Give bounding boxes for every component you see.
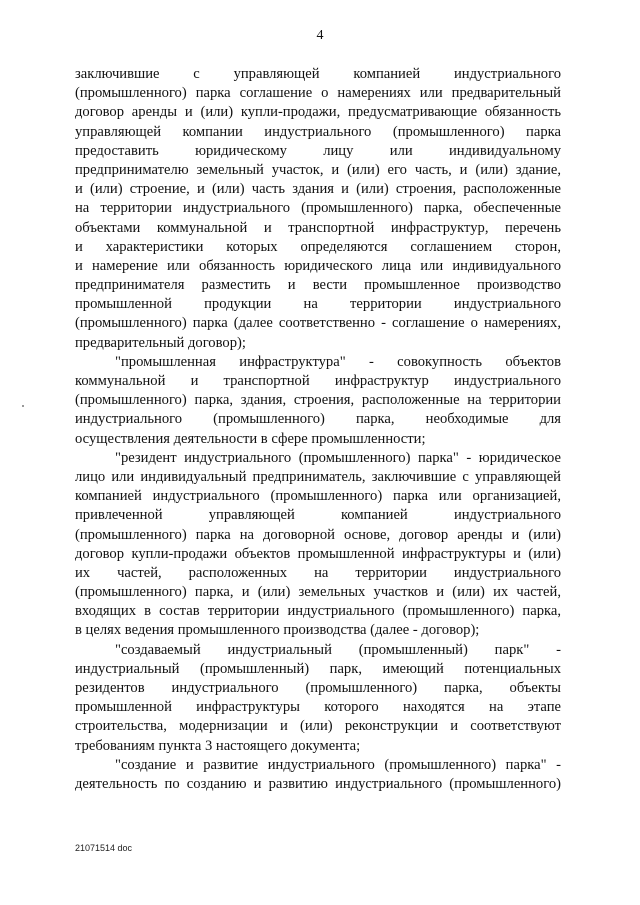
text-line: деятельность по созданию и развитию индустриального (промышленного) — [75, 775, 561, 792]
text-line: и характеристики которых определяются соглашением сторон, — [75, 238, 561, 255]
text-line: в целях ведения промышленного производства (далее - договор); — [75, 622, 480, 639]
text-line: заключившие с управляющей компанией индустриального — [75, 66, 561, 82]
text-line: осуществления деятельности в сфере промышленности; — [75, 430, 426, 447]
text-line: (промышленного) парка, здания, строения, расположенные на территории — [75, 392, 561, 409]
text-line: договор аренды и (или) купли-продажи, предусматривающие обязанность — [75, 104, 561, 121]
text-line: их частей, расположенных на территории индустриального — [75, 564, 561, 581]
text-line: предпринимателю земельный участок, и (или) его часть, и (или) здание, — [75, 161, 561, 178]
text-line: привлеченной управляющей компанией индустриального — [75, 507, 561, 524]
text-line: и (или) строение, и (или) часть здания и (или) строения, расположенные — [75, 181, 561, 198]
text-line: (промышленного) парка, и (или) земельных участков и (или) их частей, — [75, 584, 561, 601]
page-number: 4 — [316, 28, 324, 43]
margin-mark — [22, 405, 24, 407]
text-line: управляющей компании индустриального (промышленного) парка — [75, 123, 561, 140]
text-line: "создаваемый индустриальный (промышленный) парк" - — [115, 641, 561, 658]
text-line: компанией индустриального (промышленного) парка или организацией, — [75, 488, 561, 505]
text-line: на территории индустриального (промышленного) парка, обеспеченные — [75, 200, 561, 217]
text-line: коммунальной и транспортной инфраструктур индустриального — [75, 373, 561, 389]
text-line: "резидент индустриального (промышленного) парка" - юридическое — [115, 449, 561, 466]
text-line: требованиям пункта 3 настоящего документа; — [75, 737, 361, 754]
document-code: 21071514 doc — [75, 843, 133, 853]
text-line: промышленной инфраструктуры которого находятся на этапе — [75, 699, 561, 716]
text-line: предварительный договор); — [75, 334, 246, 351]
text-line: и намерение или обязанность юридического лица или индивидуального — [75, 257, 561, 274]
text-line: промышленной продукции на территории индустриального — [75, 296, 561, 313]
text-line: (промышленного) парка на договорной основе, договор аренды и (или) — [75, 526, 561, 543]
text-line: договор купли-продажи объектов промышленной инфраструктуры и (или) — [75, 545, 561, 562]
text-line: предпринимателя разместить и вести промышленное производство — [75, 277, 561, 294]
text-line: (промышленного) парка соглашение о намерениях или предварительный — [75, 85, 561, 102]
text-line: "промышленная инфраструктура" - совокупность объектов — [115, 353, 561, 370]
text-line: предоставить юридическому лицу или индивидуальному — [75, 142, 561, 159]
text-line: индустриального (промышленного) парка, необходимые для — [75, 411, 561, 428]
text-line: строительства, модернизации и (или) реконструкции и соответствуют — [75, 718, 561, 735]
text-line: лицо или индивидуальный предприниматель, заключившие с управляющей — [75, 468, 561, 485]
text-line: входящих в состав территории индустриального (промышленного) парка, — [75, 603, 561, 620]
text-line: индустриальный (промышленный) парк, имеющий потенциальных — [75, 660, 561, 677]
text-line: объектами коммунальной и транспортной инфраструктур, перечень — [75, 219, 561, 236]
text-line: (промышленного) парка (далее соответственно - соглашение о намерениях, — [75, 315, 561, 332]
document-body — [75, 65, 561, 794]
text-line: резидентов индустриального (промышленного) парка, объекты — [75, 680, 561, 696]
text-line: "создание и развитие индустриального (промышленного) парка" - — [115, 756, 561, 773]
